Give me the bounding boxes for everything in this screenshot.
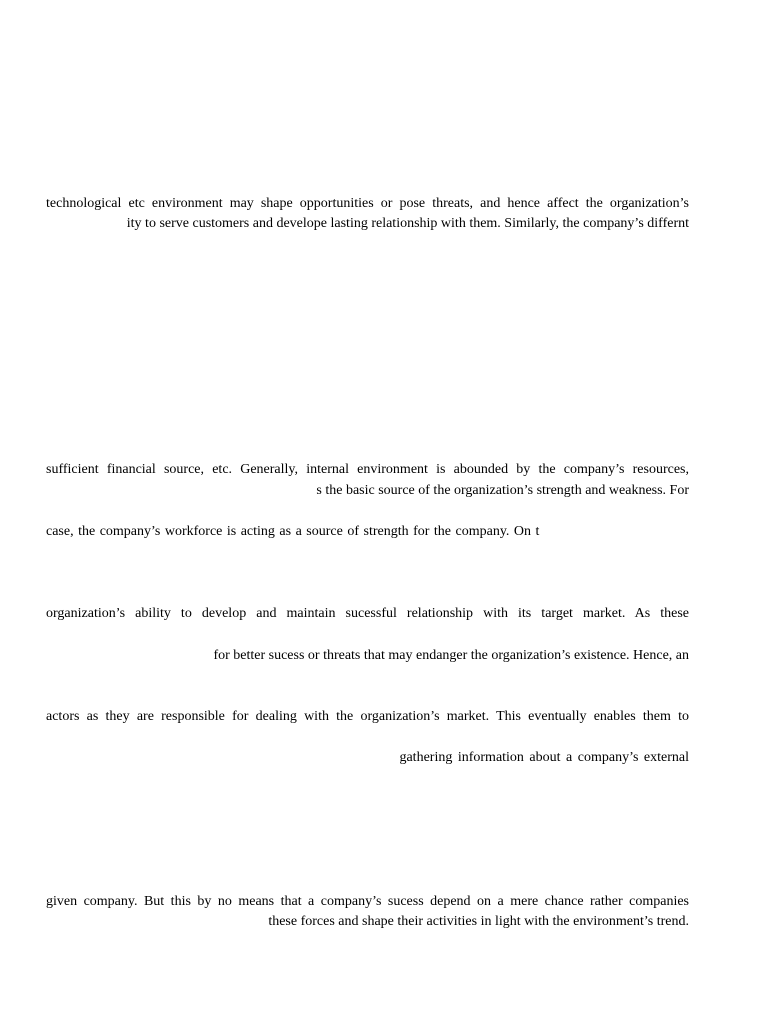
- text-line: these forces and shape their activities in light with the environment’s trend.: [268, 914, 689, 929]
- text-line: organization’s ability to develop and maintain sucessful relationship with its target market. As these: [46, 606, 689, 621]
- text-line: technological etc environment may shape opportunities or pose threats, and hence affect the organization’s: [46, 196, 689, 211]
- text-line: s the basic source of the organization’s strength and weakness. For: [316, 483, 689, 498]
- text-line: sufficient financial source, etc. Generally, internal environment is abounded by the company’s resources,: [46, 462, 689, 477]
- text-line: gathering information about a company’s external: [399, 750, 689, 765]
- text-line: given company. But this by no means that a company’s sucess depend on a mere chance rather companies: [46, 894, 689, 909]
- text-line: for better sucess or threats that may endanger the organization’s existence. Hence, an: [213, 648, 689, 663]
- text-line: ity to serve customers and develope lasting relationship with them. Similarly, the company’s differnt: [126, 216, 689, 231]
- text-line: actors as they are responsible for dealing with the organization’s market. This eventually enables them to: [46, 709, 689, 724]
- text-line: case, the company’s workforce is acting as a source of strength for the company. On t: [46, 524, 540, 539]
